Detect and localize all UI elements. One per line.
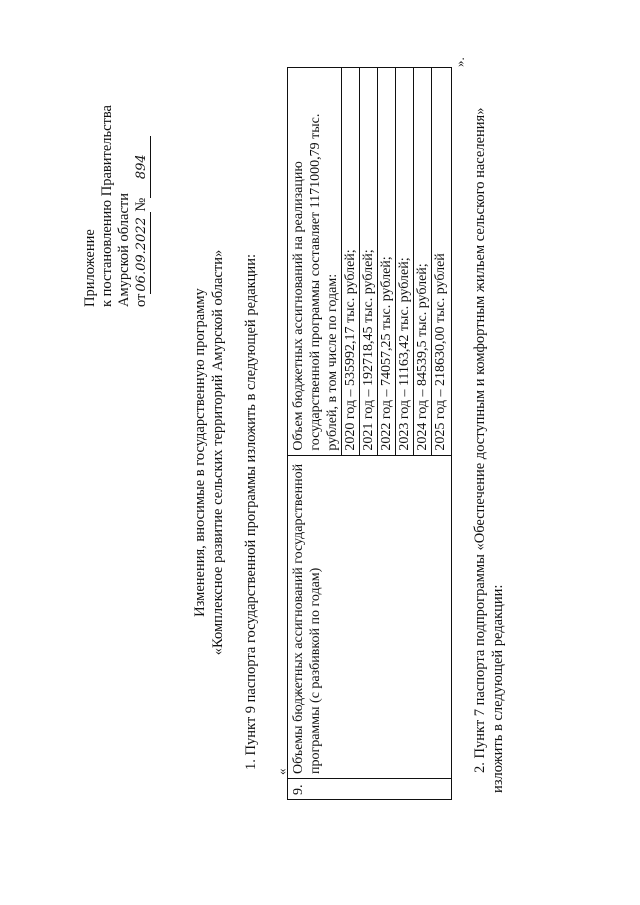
paragraph-1: 1. Пункт 9 паспорта государственной программы изложить в следующей редакции: [243,254,259,770]
appendix-line-1: Приложение [82,229,98,307]
table-row [288,68,452,800]
appendix-number-prefix: № [133,197,149,212]
value-intro: Объем бюджетных ассигнований на реализацию государственной программы составляет 1171000,79 тыс. рублей, в том числе по годам: [291,113,340,451]
handwritten-number: 894 [133,136,151,198]
appendix-from-prefix: от [133,293,149,307]
row-value [288,68,452,456]
heading-line-2: «Комплексное развитие сельских территорий Амурской области» [210,249,226,656]
year-line: 2022 год – 74057,25 тыс. рублей; [377,68,395,455]
year-line: 2020 год – 535992,17 тыс. рублей; [341,68,359,455]
row-number: 9. [288,779,452,800]
appendix-date-line [133,105,151,307]
year-line: 2021 год – 192718,45 тыс. рублей; [359,68,377,455]
open-quote: « [274,768,289,775]
appendix-line-2: к постановлению Правительства [99,105,115,307]
passport-table [287,67,452,800]
appendix-block [82,105,151,307]
year-line: 2024 год – 84539,5 тыс. рублей; [413,68,431,455]
heading-line-1: Изменения, вносимые в государственную программу [192,288,208,617]
handwritten-date: 06.09.2022 [133,212,151,294]
row-name: Объемы бюджетных ассигнований государственной программы (с разбивкой по годам) [288,455,452,778]
year-line: 2025 год – 218630,00 тыс. рублей [431,68,449,455]
appendix-line-3: Амурской области [116,193,132,307]
paragraph-2: 2. Пункт 7 паспорта подпрограммы «Обеспечение доступным и комфортным жильем сельского населения» изложить в следующей редакции: [472,107,506,793]
close-quote: ». [452,57,467,67]
year-line: 2023 год – 11163,42 тыс. рублей; [395,68,413,455]
